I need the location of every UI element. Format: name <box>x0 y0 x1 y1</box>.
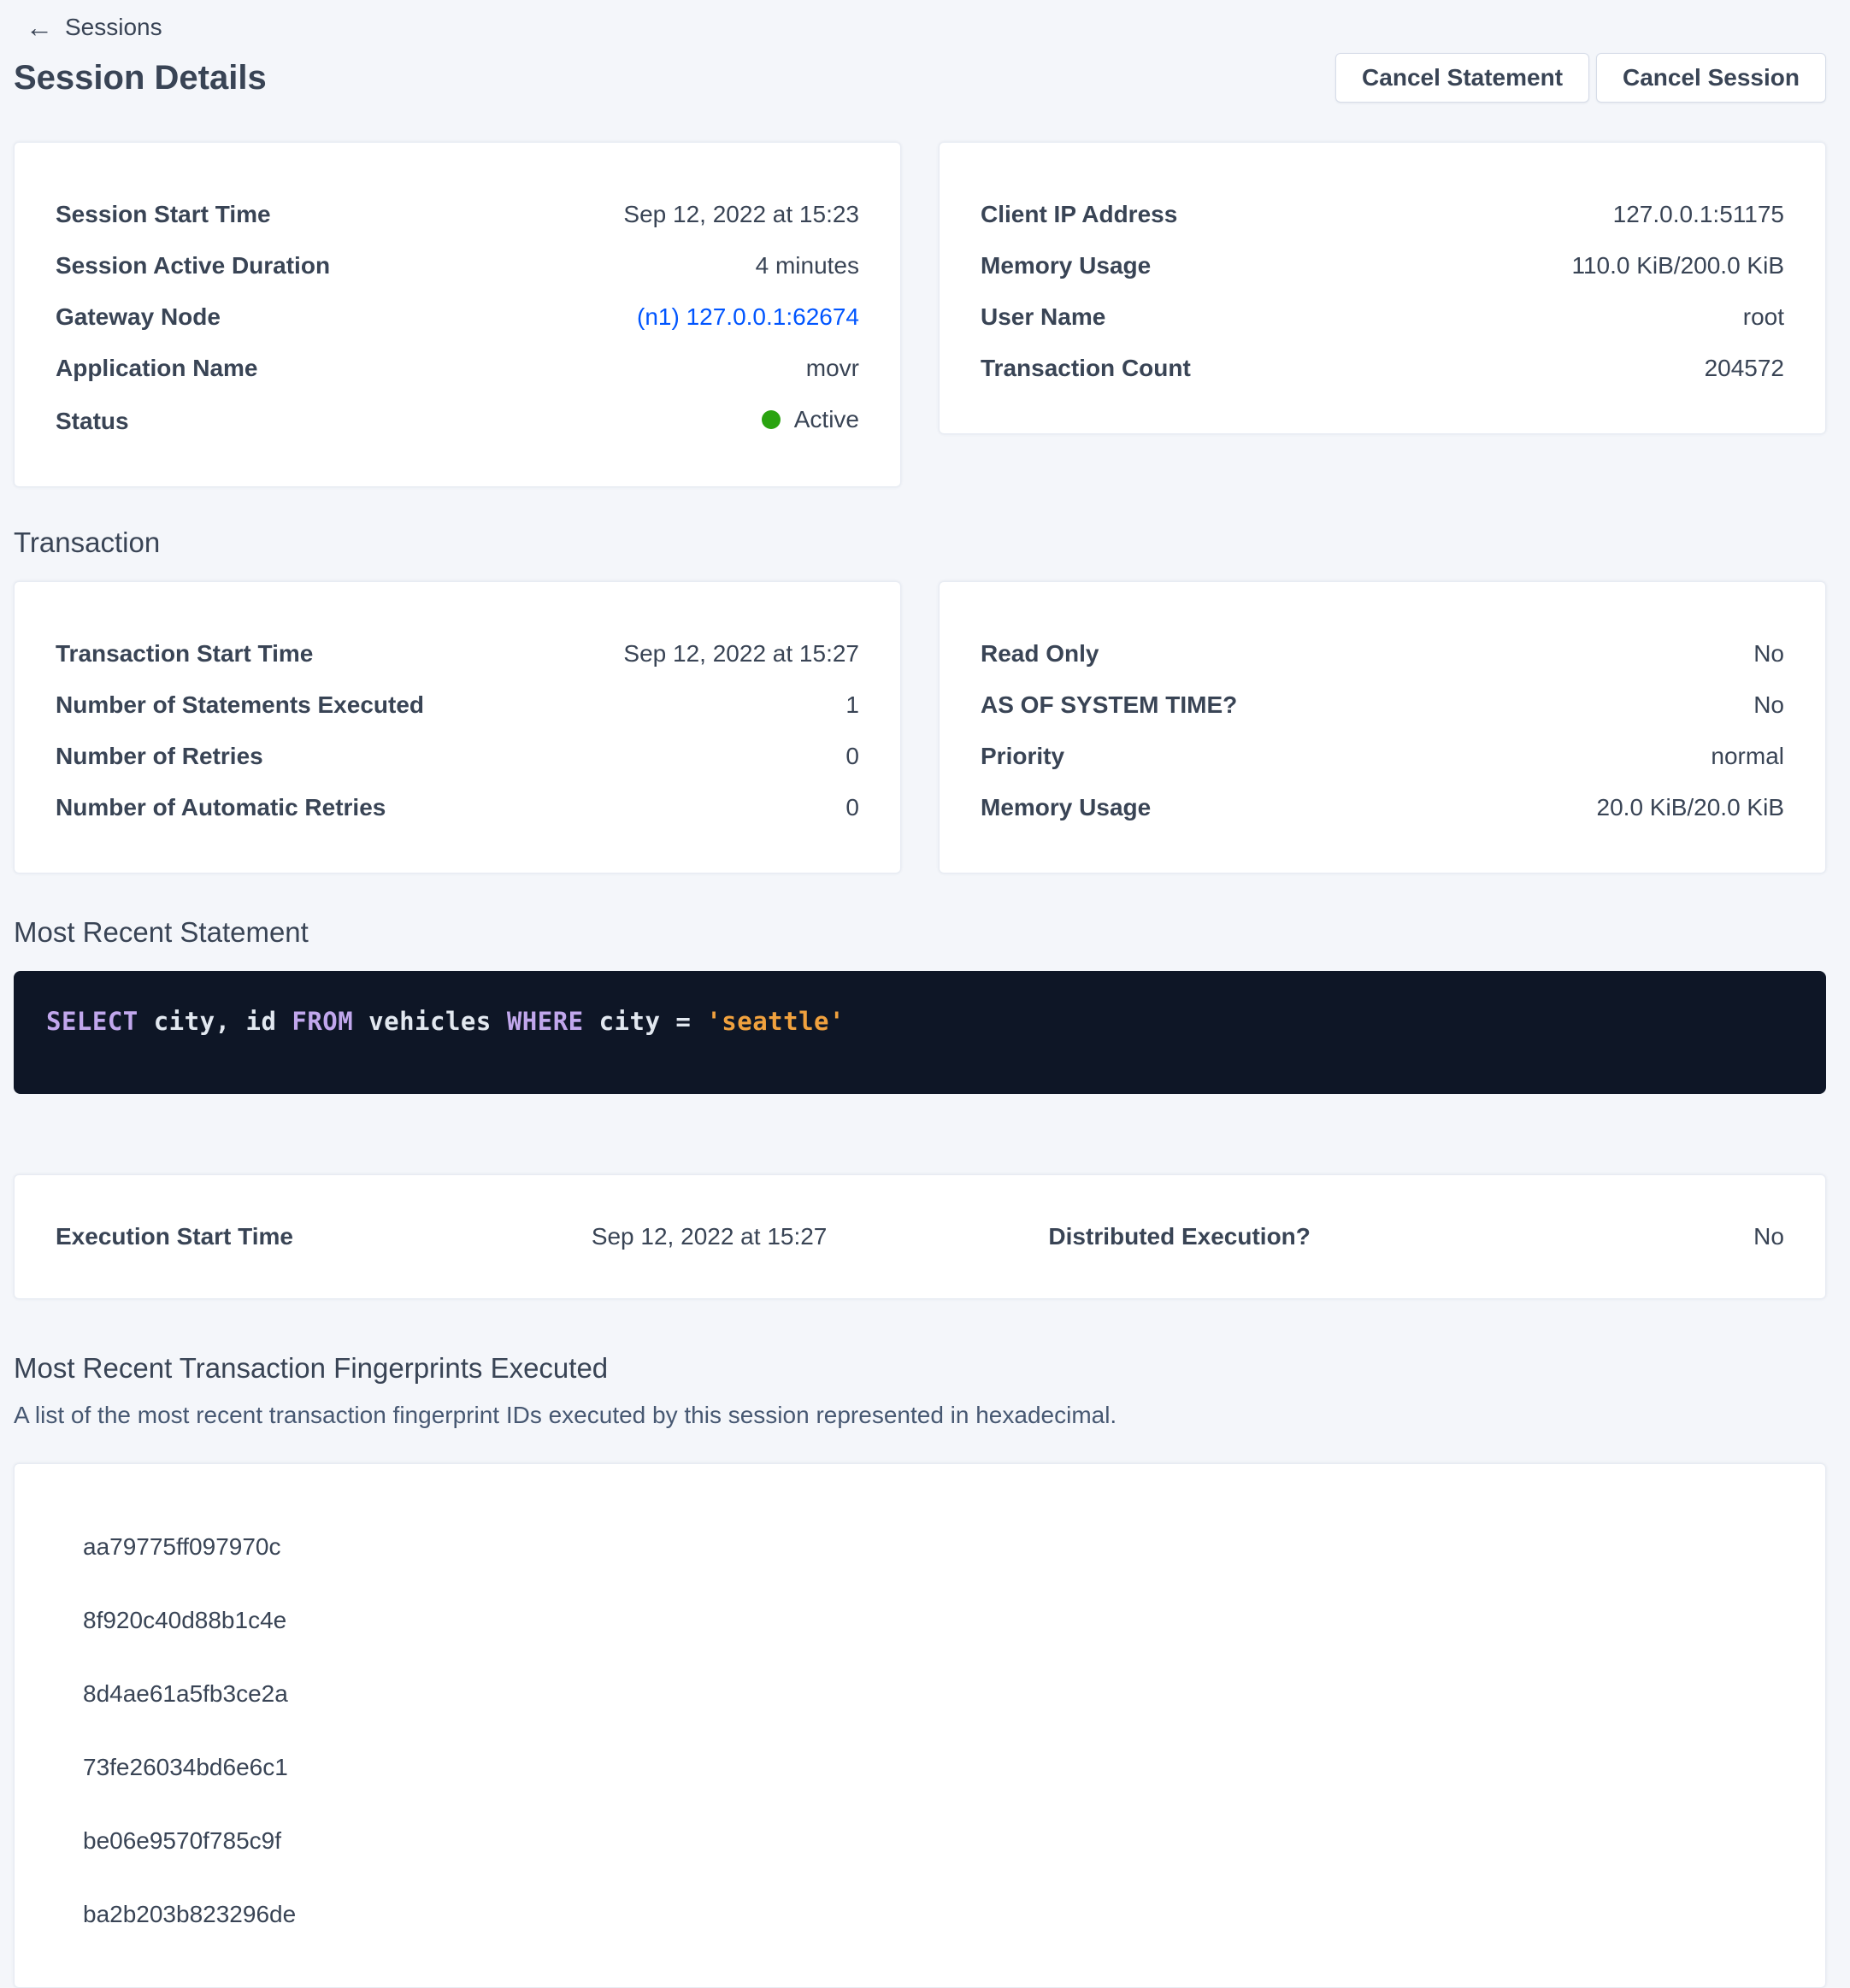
sql-keyword-from: FROM <box>292 1007 354 1036</box>
distributed-execution-label: Distributed Execution? <box>1048 1223 1311 1250</box>
session-start-time-row <box>56 189 859 240</box>
application-name-row <box>56 343 859 394</box>
txn-memory-usage-row <box>981 782 1784 833</box>
transaction-start-time-label: Transaction Start Time <box>56 640 314 667</box>
fingerprint-list-item: aa79775ff097970c <box>83 1533 281 1560</box>
cancel-session-button[interactable]: Cancel Session <box>1596 53 1826 103</box>
distributed-execution-value: No <box>1753 1223 1784 1250</box>
session-summary-card-left <box>14 142 901 487</box>
gateway-node-row <box>56 291 859 343</box>
sql-text: city = <box>583 1007 707 1036</box>
status-badge <box>762 405 859 434</box>
fingerprints-card <box>14 1463 1826 1988</box>
as-of-system-time-label: AS OF SYSTEM TIME? <box>981 691 1238 718</box>
transaction-start-time-value: Sep 12, 2022 at 15:27 <box>623 640 859 667</box>
read-only-label: Read Only <box>981 640 1099 667</box>
retries-label: Number of Retries <box>56 743 263 769</box>
session-start-time-label: Session Start Time <box>56 201 271 227</box>
user-name-value: root <box>1742 303 1784 330</box>
status-row <box>56 394 859 447</box>
automatic-retries-label: Number of Automatic Retries <box>56 794 386 820</box>
memory-usage-label: Memory Usage <box>981 252 1152 279</box>
user-name-label: User Name <box>981 303 1106 330</box>
transaction-count-value: 204572 <box>1704 355 1784 381</box>
memory-usage-row <box>981 240 1784 291</box>
sql-statement-box <box>14 971 1826 1094</box>
fingerprints-description: A list of the most recent transaction fingerprint IDs executed by this session represented in hexadecimal. <box>14 1402 1117 1428</box>
statements-executed-label: Number of Statements Executed <box>56 691 424 718</box>
transaction-count-label: Transaction Count <box>981 355 1191 381</box>
transaction-section <box>14 581 1826 873</box>
session-summary-section <box>14 142 1826 487</box>
session-active-duration-row <box>56 240 859 291</box>
sql-text: vehicles <box>353 1007 507 1036</box>
fingerprint-list-item: ba2b203b823296de <box>83 1901 297 1927</box>
txn-memory-usage-label: Memory Usage <box>981 794 1152 820</box>
fingerprint-list-item: 8f920c40d88b1c4e <box>83 1607 287 1633</box>
sql-keyword-select: SELECT <box>46 1007 138 1036</box>
status-active-dot-icon <box>762 410 781 429</box>
transaction-start-time-row <box>56 628 859 679</box>
page-header <box>14 53 1826 103</box>
application-name-label: Application Name <box>56 355 258 381</box>
execution-details-card <box>14 1174 1826 1299</box>
client-ip-row <box>981 189 1784 240</box>
as-of-system-time-value: No <box>1753 691 1784 718</box>
priority-value: normal <box>1711 743 1784 769</box>
back-link-sessions[interactable]: Sessions <box>65 14 162 40</box>
most-recent-statement-heading: Most Recent Statement <box>14 916 309 948</box>
automatic-retries-value: 0 <box>845 794 859 820</box>
read-only-value: No <box>1753 640 1784 667</box>
header-actions <box>1335 53 1826 103</box>
cancel-statement-button[interactable]: Cancel Statement <box>1335 53 1589 103</box>
fingerprint-list-item: be06e9570f785c9f <box>83 1827 281 1854</box>
automatic-retries-row <box>56 782 859 833</box>
sql-keyword-where: WHERE <box>506 1007 584 1036</box>
gateway-node-label: Gateway Node <box>56 303 221 330</box>
execution-start-time-label: Execution Start Time <box>56 1223 294 1250</box>
fingerprint-list-item: 8d4ae61a5fb3ce2a <box>83 1680 288 1707</box>
session-start-time-value: Sep 12, 2022 at 15:23 <box>623 201 859 227</box>
retries-value: 0 <box>845 743 859 769</box>
priority-label: Priority <box>981 743 1065 769</box>
statements-executed-row <box>56 679 859 731</box>
priority-row <box>981 731 1784 782</box>
status-label: Status <box>56 408 129 434</box>
breadcrumb <box>14 10 1826 44</box>
transaction-section-heading: Transaction <box>14 526 161 558</box>
client-ip-label: Client IP Address <box>981 201 1178 227</box>
session-active-duration-label: Session Active Duration <box>56 252 331 279</box>
retries-row <box>56 731 859 782</box>
txn-memory-usage-value: 20.0 KiB/20.0 KiB <box>1596 794 1784 820</box>
gateway-node-link[interactable]: (n1) 127.0.0.1:62674 <box>637 303 859 330</box>
application-name-value: movr <box>805 355 859 381</box>
session-active-duration-value: 4 minutes <box>755 252 859 279</box>
page-title: Session Details <box>14 58 267 97</box>
read-only-row <box>981 628 1784 679</box>
status-value: Active <box>793 406 859 432</box>
transaction-card-left <box>14 581 901 873</box>
fingerprint-list-item: 73fe26034bd6e6c1 <box>83 1754 288 1780</box>
statements-executed-value: 1 <box>845 691 859 718</box>
transaction-count-row <box>981 343 1784 394</box>
sql-text: city, id <box>138 1007 292 1036</box>
transaction-card-right <box>939 581 1826 873</box>
execution-start-time-value: Sep 12, 2022 at 15:27 <box>591 1223 828 1250</box>
session-summary-card-right <box>939 142 1826 434</box>
back-arrow-icon[interactable]: ← <box>26 11 53 43</box>
fingerprints-heading: Most Recent Transaction Fingerprints Executed <box>14 1352 609 1384</box>
memory-usage-value: 110.0 KiB/200.0 KiB <box>1571 252 1784 279</box>
as-of-system-time-row <box>981 679 1784 731</box>
client-ip-value: 127.0.0.1:51175 <box>1612 201 1784 227</box>
sql-string-literal: 'seattle' <box>706 1007 845 1036</box>
user-name-row <box>981 291 1784 343</box>
